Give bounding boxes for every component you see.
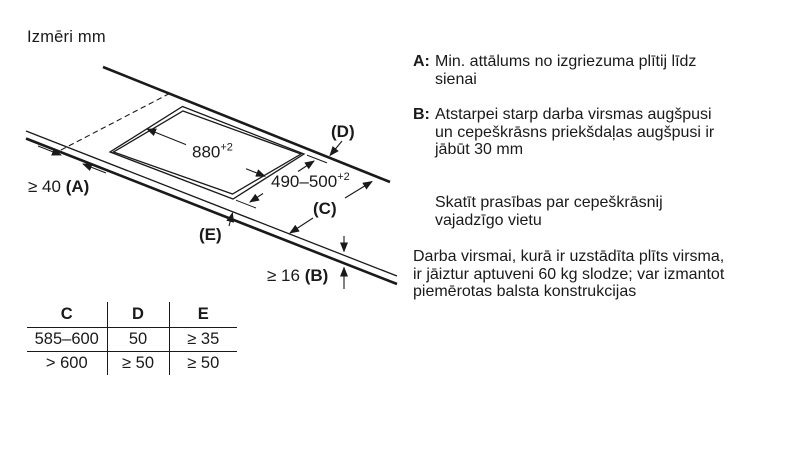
notes-column <box>413 0 789 455</box>
note-line: Atstarpei starp darba virsmas augšpusi <box>435 106 712 123</box>
label-e: (E) <box>199 225 222 244</box>
dim-d-arrow <box>330 141 342 156</box>
label-c: (C) <box>313 199 337 218</box>
note-oven-space <box>435 194 663 229</box>
note-line: ir jāiztur aptuveni 60 kg slodze; var izmantot <box>413 265 725 283</box>
dim-depth-label: $490-500^{+2}$ <box>271 171 350 191</box>
wall-projection-dashed-line <box>60 94 170 151</box>
dim-c-arrow-upper <box>345 182 372 199</box>
note-term-b: B: <box>413 106 430 123</box>
table-row <box>27 351 237 375</box>
label-a: ≥ 40 (A) <box>28 177 90 196</box>
note-line: jābūt 30 mm <box>435 141 524 158</box>
dim-depth-arrow-upper <box>298 161 314 172</box>
table-cell: 50 <box>107 327 169 351</box>
note-line: un cepeškrāsns priekšdaļas augšpusi ir <box>435 123 715 141</box>
table-cell: ≥ 50 <box>107 351 169 375</box>
dim-c-arrow-lower <box>290 218 313 233</box>
note-line: Skatīt prasības par cepeškrāsnij <box>435 194 663 211</box>
dim-width-arrow-left <box>147 129 186 145</box>
page-title: Izmēri mm <box>27 28 106 46</box>
note-line: sienai <box>435 70 477 88</box>
label-b: ≥ 16 (B) <box>267 266 329 285</box>
note-text-a <box>435 53 696 88</box>
dimension-spec-table <box>27 302 237 375</box>
table-cell: ≥ 35 <box>169 327 237 351</box>
table-row <box>27 327 237 351</box>
table-header-cell-d: D <box>107 302 169 327</box>
table-cell: > 600 <box>27 351 107 375</box>
note-term-a: A: <box>413 53 430 70</box>
worktop-cutout-diagram <box>0 0 420 300</box>
table-header-cell-c: C <box>60 304 73 323</box>
dim-depth-arrow-lower <box>250 194 263 203</box>
cutout-front-extension-line <box>236 200 256 208</box>
label-d: (D) <box>331 122 355 141</box>
table-header-cell-e: E <box>169 302 237 327</box>
note-load-capacity <box>413 248 724 301</box>
note-item-b <box>413 106 714 159</box>
table-cell: ≥ 50 <box>169 351 237 375</box>
note-text-b <box>435 106 714 159</box>
dim-width-arrow-right <box>246 169 265 177</box>
note-item-a <box>413 53 696 88</box>
note-line: Darba virsmai, kurā ir uzstādīta plīts virsma, <box>413 248 725 265</box>
note-line: piemērotas balsta konstrukcijas <box>413 283 637 300</box>
table-cell: 585–600 <box>27 327 107 351</box>
table-header-row <box>27 302 237 327</box>
dim-width-label: $880^{+2}$ <box>192 141 233 162</box>
note-line: Min. attālums no izgriezuma plītij līdz <box>435 53 697 70</box>
note-line: vajadzīgo vietu <box>435 211 542 229</box>
